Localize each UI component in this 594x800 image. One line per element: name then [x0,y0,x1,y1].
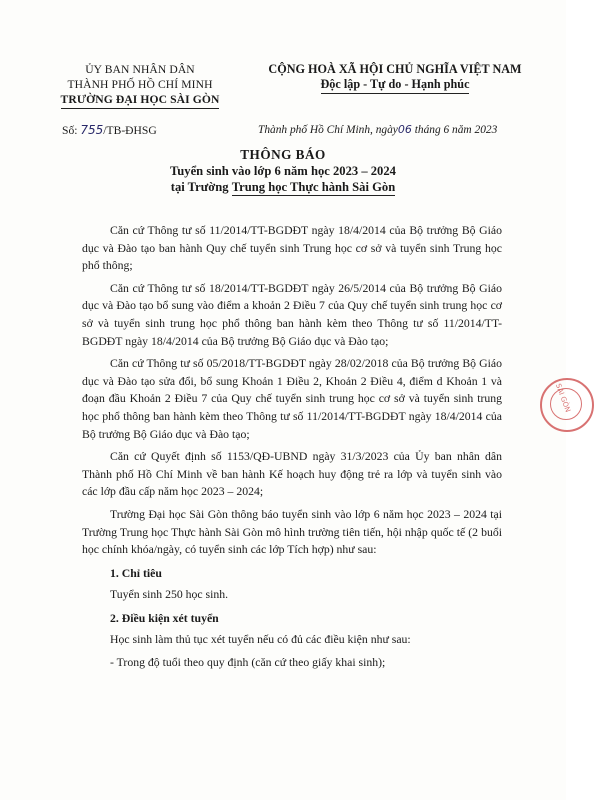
section-2-text: Học sinh làm thủ tục xét tuyển nếu có đủ các điều kiện như sau: [110,633,411,647]
section-1-heading: 1. Chỉ tiêu [110,566,162,580]
authority-line-1: ỦY BAN NHÂN DÂN [85,63,195,76]
authority-line-3 [40,92,240,109]
section-2-heading: 2. Điều kiện xét tuyển [110,611,219,625]
national-header [250,62,540,94]
title-subtitle-1: Tuyển sinh vào lớp 6 năm học 2023 – 2024 [170,164,396,178]
section-2-item-1: - Trong độ tuổi theo quy định (căn cứ theo giấy khai sinh); [110,656,386,670]
red-seal-stamp [540,378,594,432]
doc-number-handwritten: 755 [80,123,104,137]
document-number [62,123,157,137]
authority-line-2: THÀNH PHỐ HỒ CHÍ MINH [67,78,213,91]
title-sub2-prefix: tại Trường [170,180,232,194]
title-sub2-school: Trung học Thực hành Sài Gòn [231,180,396,194]
doc-number-suffix: /TB-ĐHSG [103,124,157,137]
school-name: TRƯỜNG ĐẠI HỌC SÀI GÒN [61,92,220,109]
seal-text-fragment: SÀI GÒN [554,382,572,414]
place-and-date [258,123,497,136]
title-main: THÔNG BÁO [240,147,326,162]
date-before-day: Thành phố Hồ Chí Minh, ngày [258,124,398,136]
paragraph-legal-basis-3: Căn cứ Thông tư số 05/2018/TT-BGDĐT ngày 28/02/2018 của Bộ trưởng Bộ Giáo dục và Đào tạo sửa đổi, bổ sung Khoản 1 Điều 2, Khoản 2 Điều 4, điểm d Khoản 1 và đoạn đầu Khoản 2 Điều 7 của Quy chế tuyển sinh trung học cơ sở và tuyển sinh trung học phổ thông ban hành kèm theo Thông tư số 11/2014/TT-BGDĐT ngày 18/4/2014 của Bộ trưởng Bộ Giáo dục và Đào tạo; [82,357,502,441]
section-1-text: Tuyển sinh 250 học sinh. [110,588,229,602]
national-motto: Độc lập - Tự do - Hạnh phúc [321,77,470,94]
announcement-title [90,147,476,196]
date-day-handwritten: 06 [397,123,412,136]
title-subtitle-2 [90,179,476,196]
issuing-authority [40,62,240,109]
nation-name: CỘNG HOÀ XÃ HỘI CHỦ NGHĨA VIỆT NAM [268,62,522,76]
document-body [82,222,502,677]
paragraph-legal-basis-4: Căn cứ Quyết định số 1153/QĐ-UBND ngày 31/3/2023 của Ủy ban nhân dân Thành phố Hồ Chí Minh về ban hành Kế hoạch huy động trẻ ra lớp và tuyển sinh vào các lớp đầu cấp năm học 2023 – 2024; [82,450,502,499]
paragraph-announcement: Trường Đại học Sài Gòn thông báo tuyển sinh vào lớp 6 năm học 2023 – 2024 tại Trường Trung học Thực hành Sài Gòn mô hình trường tiên tiến, hội nhập quốc tế (2 buổi học chính khóa/ngày, có tuyển sinh các lớp Tích hợp) như sau: [82,507,502,557]
paragraph-legal-basis-1: Căn cứ Thông tư số 11/2014/TT-BGDĐT ngày 18/4/2014 của Bộ trưởng Bộ Giáo dục và Đào tạo ban hành Quy chế tuyển sinh Trung học cơ sở và tuyển sinh Trung học phổ thông; [82,224,502,273]
date-after-day: tháng 6 năm 2023 [411,124,498,136]
paragraph-legal-basis-2: Căn cứ Thông tư số 18/2014/TT-BGDĐT ngày 26/5/2014 của Bộ trưởng Bộ Giáo dục và Đào tạo bổ sung vào điểm a khoản 2 Điều 7 của Quy chế tuyển sinh trung học cơ sở và tuyển sinh trung học phổ thông ban hành kèm theo Thông tư số 11/2014/TT-BGDĐT ngày 18/4/2014 của Bộ trưởng Bộ Giáo dục và Đào tạo; [82,281,502,348]
doc-number-prefix: Số: [62,124,78,137]
